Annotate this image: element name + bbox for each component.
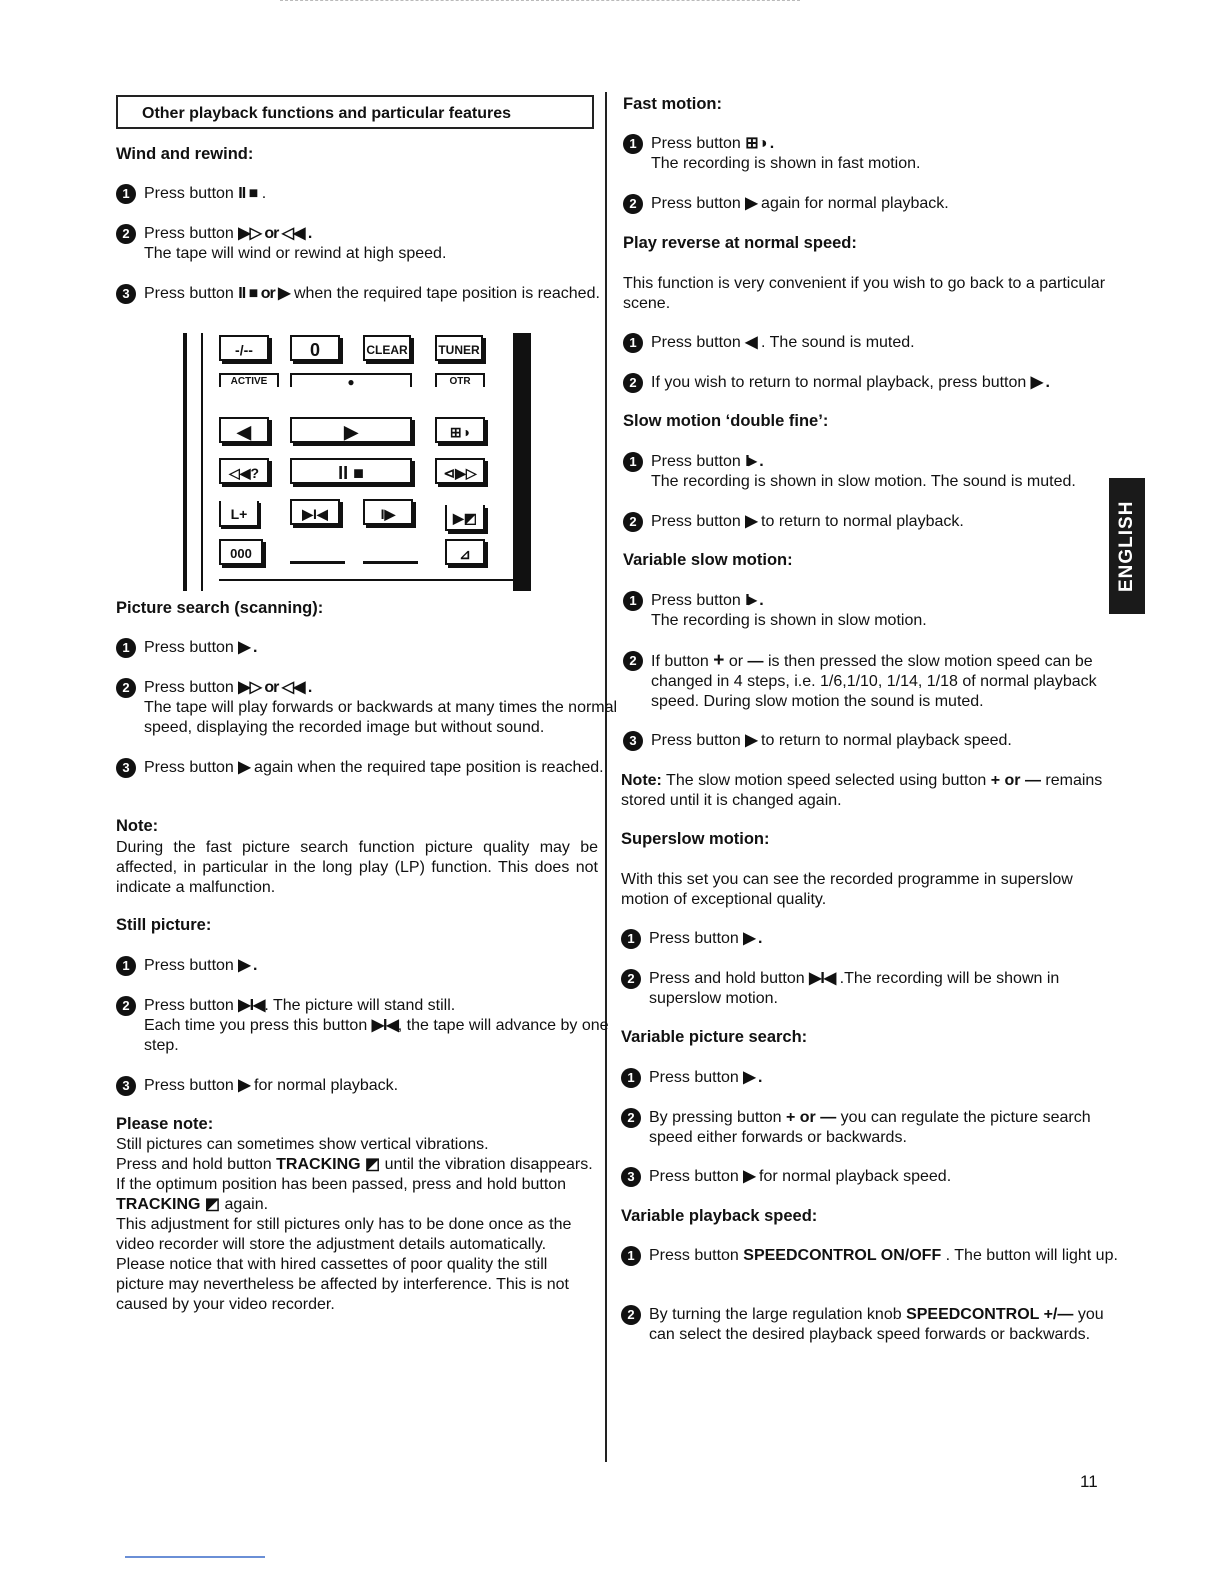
speedcontrol-label: SPEEDCONTROL +/— [906,1306,1074,1323]
play-symbol: ▶ . [238,639,257,656]
step-number-1: 1 [623,333,643,353]
play-symbol: ▶ [238,759,250,776]
slow-symbol: I▸ . [745,592,763,609]
button-edge [290,561,345,564]
active-button[interactable]: ACTIVE [219,373,279,387]
step-number-1: 1 [116,956,136,976]
play-symbol: ▶ [743,1168,755,1185]
speedcontrol-label: SPEEDCONTROL ON/OFF [743,1247,942,1264]
wind-step-3: 3 Press button II ■ or ▶ when the required tape position is reached. [116,284,614,304]
play-symbol: ▶ . [743,1069,762,1086]
variable-picture-search-title: Variable picture search: [621,1028,808,1046]
step-number-2: 2 [623,373,643,393]
wind-symbol: ▶▷ or ◁◀ . [238,679,312,696]
tracking-label: TRACKING ◩ [276,1156,381,1173]
pause-stop-button[interactable]: II ■ [290,458,412,484]
remote-left-edge [183,333,187,591]
page-number: 11 [1080,1472,1098,1491]
tuner-button[interactable]: TUNER [435,335,483,361]
section-header: Other playback functions and particular features [116,95,594,129]
double-fine-step-1: 1 Press button I▸ . The recording is shown in slow motion. The sound is muted. [623,452,1131,492]
step-number-3: 3 [116,758,136,778]
scan-step-1: 1 Press button ▶ . [116,638,256,658]
play-symbol: ▶ . [238,957,257,974]
step-number-2: 2 [116,996,136,1016]
plus-minus-symbol: + or — [785,1109,837,1126]
step-number-2: 2 [116,224,136,244]
remote-inner-edge [201,333,203,591]
step-number-1: 1 [116,638,136,658]
fast-motion-symbol: ⊞◑ . [745,135,774,152]
tracking-button[interactable]: ▶◩ [445,505,485,531]
still-symbol: ▶I◀ [809,970,836,987]
rewind-button[interactable]: ◁◀? [219,458,269,484]
step-number-1: 1 [623,452,643,472]
step-number-1: 1 [623,591,643,611]
play-symbol: ▶ [238,1077,250,1094]
step-number-1: 1 [623,134,643,154]
variable-slow-step-2: 2 If button + or — is then pressed the slow motion speed can be changed in 4 steps, i.e. 1/6,1/10, 1/14, 1/18 of normal playback speed. During slow motion the sound is muted. [623,651,1131,712]
minus-symbol: — [747,653,764,670]
still-button[interactable]: ▶I◀ [290,499,340,525]
step-number-2: 2 [623,651,643,671]
wind-title: Wind and rewind: [116,145,254,163]
pause-stop-symbol: II ■ [238,185,258,202]
fast-step-2: 2 Press button ▶ again for normal playback. [623,194,949,214]
reverse-play-button[interactable]: ◀ [219,417,269,443]
double-fine-title: Slow motion ‘double fine’: [623,412,829,430]
double-fine-step-2: 2 Press button ▶ to return to normal playback. [623,512,964,532]
play-symbol: ▶ . [1030,374,1049,391]
play-button[interactable]: ▶ [290,417,412,443]
counter-button[interactable]: 000 [219,539,263,565]
otr-button[interactable]: OTR [435,373,485,387]
zero-button[interactable]: 0 [290,335,340,361]
slow-symbol: I▸ . [745,453,763,470]
please-note-title: Please note: [116,1115,214,1133]
step-number-2: 2 [623,512,643,532]
play-symbol: ▶ [745,732,757,749]
still-step-1: 1 Press button ▶ . [116,956,256,976]
fast-step-1: 1 Press button ⊞◑ . The recording is shown in fast motion. [623,134,1121,174]
scan-artifact [280,0,800,11]
step-number-3: 3 [116,1076,136,1096]
still-symbol: ▶I◀ [371,1017,398,1034]
remote-right-edge [513,333,531,591]
variable-slow-step-1: 1 Press button I▸ . The recording is shown in slow motion. [623,591,1121,631]
note-title: Note: [116,817,159,835]
play-symbol: ▶ [745,195,757,212]
step-number-2: 2 [623,194,643,214]
still-symbol: ▶I◀ [238,997,265,1014]
step-number-1: 1 [621,1246,641,1266]
clear-button[interactable]: CLEAR [363,335,411,361]
reverse-step-1: 1 Press button ◀ . The sound is muted. [623,333,915,353]
still-step-2: 2 Press button ▶I◀. The picture will stand still. Each time you press this button ▶I◀, the tape will advance by one step. [116,996,614,1056]
scan-step-2: 2 Press button ▶▷ or ◁◀ . The tape will play forwards or backwards at many times the normal speed, displaying the recorded image but without sound. [116,678,624,738]
reverse-symbol: ◀ [745,334,757,351]
scan-step-3: 3 Press button ▶ again when the required tape position is reached. [116,758,614,778]
language-tab: ENGLISH [1109,478,1145,614]
reverse-step-2: 2 If you wish to return to normal playback, press button ▶ . [623,373,1131,393]
fast-forward-button[interactable]: ⊲▶▷ [435,458,485,484]
please-note-text: Still pictures can sometimes show vertical vibrations. Press and hold button TRACKING ◩ until the vibration disappears. If the optimum position has been passed, press and hold button TRACKING ◩ again. This adjustment for still pictures only has to be done once as the video recorder will store the adjustment details automatically. Please notice that with hired cassettes of poor quality the still picture may nevertheless be affected by interference. This is not caused by your video recorder. [116,1136,593,1313]
reverse-title: Play reverse at normal speed: [623,234,857,252]
play-symbol: ▶ . [743,930,762,947]
variable-slow-step-3: 3 Press button ▶ to return to normal playback speed. [623,731,1012,751]
step-number-1: 1 [621,1068,641,1088]
button-edge [363,561,418,564]
remote-control-diagram [183,333,533,591]
variable-speed-title: Variable playback speed: [621,1207,818,1225]
play-symbol: ▶ [745,513,757,530]
step-number-2: 2 [116,678,136,698]
superslow-step-1: 1 Press button ▶ . [621,929,761,949]
step-number-3: 3 [623,731,643,751]
step-number-3: 3 [621,1167,641,1187]
fast-title: Fast motion: [623,95,722,113]
digit-mode-button[interactable]: -/-- [219,335,269,361]
fast-motion-button[interactable]: ⊞◑ [435,417,485,443]
variable-slow-title: Variable slow motion: [623,551,793,569]
still-title: Still picture: [116,916,212,934]
variable-picture-search-step-3: 3 Press button ▶ for normal playback speed. [621,1167,951,1187]
step-number-1: 1 [116,184,136,204]
pause-or-play-symbol: II ■ or ▶ [238,285,290,302]
step-number-3: 3 [116,284,136,304]
timer-button[interactable]: ⊿ [445,539,485,565]
variable-picture-search-step-1: 1 Press button ▶ . [621,1068,761,1088]
superslow-text: With this set you can see the recorded programme in superslow motion of exceptional quality. [621,871,1073,908]
step-number-2: 2 [621,1108,641,1128]
still-step-3: 3 Press button ▶ for normal playback. [116,1076,398,1096]
tracking-label: TRACKING ◩ [116,1196,220,1213]
index-button[interactable]: L+ [219,501,259,527]
superslow-title: Superslow motion: [621,830,770,848]
variable-picture-search-step-2: 2 By pressing button + or — you can regulate the picture search speed either forwards or backwards. [621,1108,1129,1148]
wind-symbol: ▶▷ or ◁◀ . [238,225,312,242]
wind-step-1: 1 Press button II ■ . [116,184,266,204]
wind-step-2: 2 Press button ▶▷ or ◁◀ . The tape will wind or rewind at high speed. [116,224,614,264]
record-button[interactable]: ● [290,373,412,387]
reverse-text: This function is very convenient if you wish to go back to a particular scene. [623,275,1106,312]
variable-speed-step-1: 1 Press button SPEEDCONTROL ON/OFF . The button will light up. [621,1246,1129,1266]
note-text: During the fast picture search function picture quality may be affected, in particular in the long play (LP) function. This does not indicate a malfunction. [116,839,598,896]
slow-motion-button[interactable]: I▶ [363,499,413,525]
bottom-button-row [219,579,513,593]
plus-minus-symbol: + or — [990,772,1041,789]
step-number-2: 2 [621,969,641,989]
variable-slow-note: Note: The slow motion speed selected using button + or — remains stored until it is changed again. [621,772,1103,809]
variable-speed-step-2: 2 By turning the large regulation knob SPEEDCONTROL +/— you can select the desired playback speed forwards or backwards. [621,1305,1129,1345]
plus-symbol: + [713,650,725,671]
step-number-1: 1 [621,929,641,949]
footer-line [125,1556,265,1558]
superslow-step-2: 2 Press and hold button ▶I◀ .The recording will be shown in superslow motion. [621,969,1129,1009]
step-number-2: 2 [621,1305,641,1325]
scan-title: Picture search (scanning): [116,599,324,617]
